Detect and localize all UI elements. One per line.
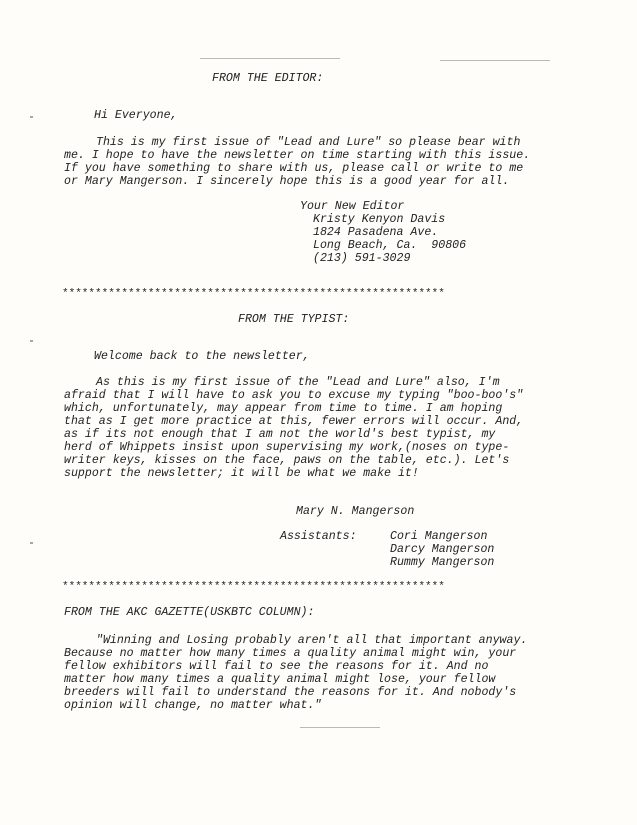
gazette-quote-line: matter how many times a quality animal might lose, your fellow xyxy=(64,673,496,686)
paper-speck xyxy=(30,340,33,342)
gazette-quote-line: fellow exhibitors will fail to see the reasons for it. And no xyxy=(64,660,489,673)
gazette-quote-line: "Winning and Losing probably aren't all that important anyway. xyxy=(96,634,528,647)
assistants-label: Assistants: xyxy=(280,530,357,543)
paper-scuff xyxy=(300,727,380,728)
gazette-quote-line: opinion will change, no matter what." xyxy=(64,699,322,712)
editor-signature-line: 1824 Pasadena Ave. xyxy=(313,226,439,239)
asterisk-divider: ********************************************************** xyxy=(62,581,445,593)
gazette-heading: FROM THE AKC GAZETTE(USKBTC COLUMN): xyxy=(64,606,315,619)
typist-signature: Mary N. Mangerson xyxy=(296,505,415,518)
paper-speck xyxy=(30,542,33,544)
typist-paragraph-line: as if its not enough that I am not the world's best typist, my xyxy=(64,428,496,441)
typist-greeting: Welcome back to the newsletter, xyxy=(94,350,310,363)
editor-greeting: Hi Everyone, xyxy=(94,109,178,122)
typist-paragraph-line: herd of Whippets insist upon supervising my work,(noses on type- xyxy=(64,441,510,454)
editor-heading: FROM THE EDITOR: xyxy=(212,72,324,85)
paper-speck xyxy=(30,116,33,118)
paper-scuff xyxy=(440,60,550,61)
typist-paragraph-line: that as I get more practice at this, fewer errors will occur. And, xyxy=(64,415,524,428)
typist-heading: FROM THE TYPIST: xyxy=(238,313,350,326)
typist-paragraph-line: writer keys, kisses on the face, paws on the table, etc.). Let's xyxy=(64,454,510,467)
assistant-name: Darcy Mangerson xyxy=(390,543,495,556)
gazette-quote-line: breeders will fail to understand the reasons for it. And nobody's xyxy=(64,686,517,699)
typist-paragraph-line: As this is my first issue of the "Lead and Lure" also, I'm xyxy=(96,376,500,389)
editor-signature-line: Your New Editor xyxy=(300,200,405,213)
typist-paragraph-line: afraid that I will have to ask you to excuse my typing "boo-boo's" xyxy=(64,389,524,402)
editor-paragraph-line: or Mary Mangerson. I sincerely hope this is a good year for all. xyxy=(64,175,510,188)
editor-paragraph-line: me. I hope to have the newsletter on time starting with this issue. xyxy=(64,149,531,162)
asterisk-divider: ********************************************************** xyxy=(62,288,445,300)
editor-signature-line: (213) 591-3029 xyxy=(313,252,411,265)
paper-scuff xyxy=(200,58,340,59)
assistant-name: Cori Mangerson xyxy=(390,530,488,543)
editor-signature-line: Long Beach, Ca. 90806 xyxy=(313,239,467,252)
editor-paragraph-line: This is my first issue of "Lead and Lure" so please bear with xyxy=(96,136,521,149)
editor-paragraph-line: If you have something to share with us, please call or write to me xyxy=(64,162,524,175)
typist-paragraph-line: which, unfortunately, may appear from time to time. I am hoping xyxy=(64,402,503,415)
editor-signature-line: Kristy Kenyon Davis xyxy=(313,213,446,226)
typist-paragraph-line: support the newsletter; it will be what we make it! xyxy=(64,467,419,480)
assistant-name: Rummy Mangerson xyxy=(390,556,495,569)
gazette-quote-line: Because no matter how many times a quality animal might win, your xyxy=(64,647,517,660)
